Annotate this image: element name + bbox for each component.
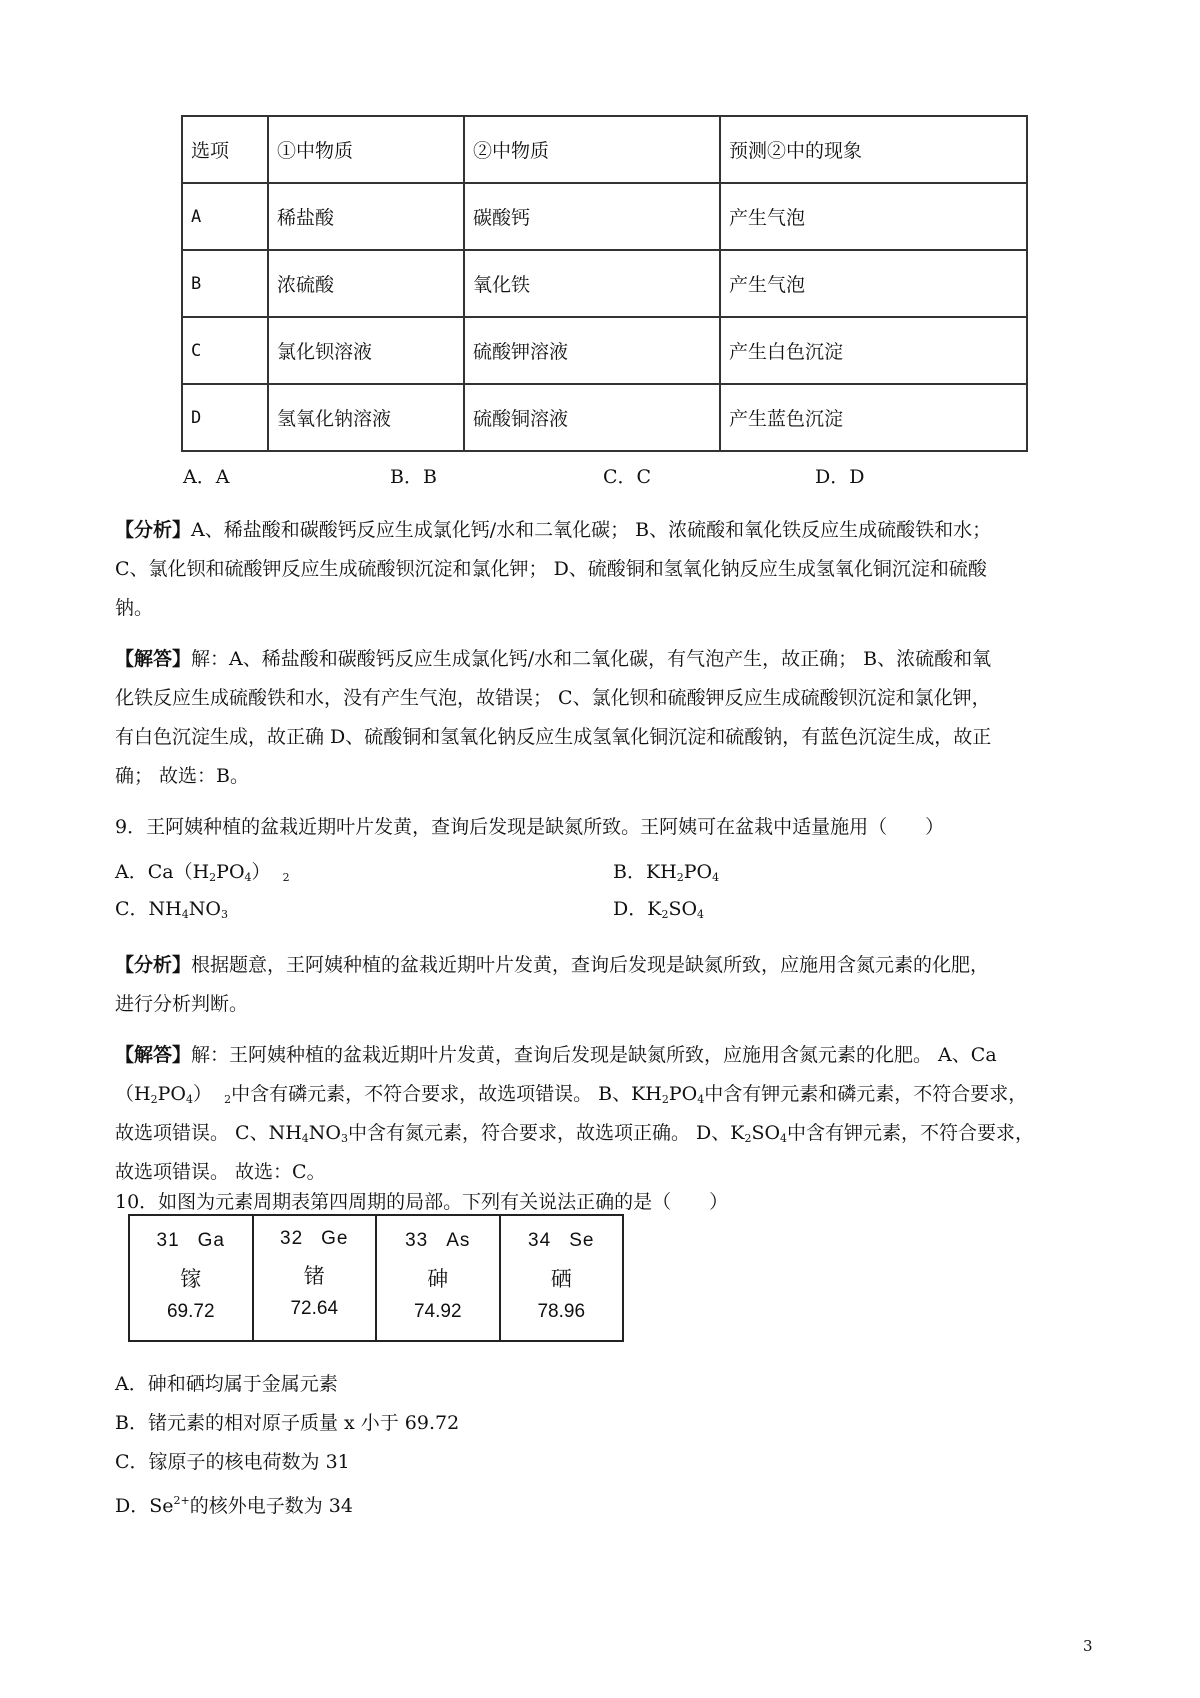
q10-stem: 10．如图为元素周期表第四周期的局部。下列有关说法正确的是（ ） (115, 1191, 729, 1213)
page-number: 3 (1083, 1637, 1093, 1655)
q9-answer-line: 【解答】解：王阿姨种植的盆栽近期叶片发黄，查询后发现是缺氮所致，应施用含氮元素的化肥。 A、Ca (115, 1044, 997, 1066)
table-cell: 产生气泡 (720, 183, 1027, 250)
reaction-table (181, 115, 1028, 452)
table-cell: 产生气泡 (720, 250, 1027, 317)
table-header: 预测②中的现象 (720, 116, 1027, 183)
atomic-mass: 72.64 (290, 1298, 339, 1319)
q9-option-c[interactable]: C．$NH_4NO_3$ (115, 898, 228, 921)
q9-answer-line: 故选项错误。 C、$NH_4NO_3$中含有氮元素，符合要求，故选项正确。 D、$K_2SO_4$中含有钾元素，不符合要求， (115, 1122, 1035, 1145)
atomic-mass: 74.92 (413, 1301, 462, 1322)
q9-option-d[interactable]: D．$K_2SO_4$ (613, 898, 705, 921)
table-cell: 浓硫酸 (268, 250, 464, 317)
table-cell: A (182, 183, 268, 250)
element-symbol: Ge (321, 1228, 349, 1249)
atomic-number: 32 (280, 1228, 304, 1249)
q8-option-a[interactable]: A．A (183, 466, 230, 488)
q8-answer-line: 化铁反应生成硫酸铁和水，没有产生气泡，故错误； C、氯化钡和硫酸钾反应生成硫酸钡沉淀和氯化钾， (115, 687, 991, 709)
table-row (182, 250, 1027, 317)
atomic-number: 33 (405, 1230, 429, 1251)
table-cell: 稀盐酸 (268, 183, 464, 250)
table-cell: D (182, 384, 268, 451)
table-cell: C (182, 317, 268, 384)
q8-analysis-line: 【分析】A、稀盐酸和碳酸钙反应生成氯化钙/水和二氧化碳； B、浓硫酸和氧化铁反应生成硫酸铁和水； (115, 519, 992, 541)
table-cell: 产生白色沉淀 (720, 317, 1027, 384)
table-header: ①中物质 (268, 116, 464, 183)
q8-option-d[interactable]: D．D (815, 466, 865, 488)
q8-answer-line: 【解答】解：A、稀盐酸和碳酸钙反应生成氯化钙/水和二氧化碳，有气泡产生，故正确； B、浓硫酸和氧 (115, 648, 992, 670)
table-cell: 氧化铁 (464, 250, 720, 317)
q9-answer-line: 故选项错误。 故选：C。 (115, 1161, 326, 1183)
element-name: 硒 (550, 1267, 572, 1291)
q9-option-a[interactable]: A．$Ca(H_2PO_4)$ $_2$ (115, 861, 290, 884)
table-cell: 氯化钡溶液 (268, 317, 464, 384)
table-header: ②中物质 (464, 116, 720, 183)
element-cell-ga (130, 1216, 254, 1340)
table-row (182, 317, 1027, 384)
analysis-tag: 【分析】 (115, 954, 192, 976)
element-name: 砷 (427, 1267, 449, 1291)
element-symbol: Ga (197, 1230, 225, 1251)
table-cell: 氢氧化钠溶液 (268, 384, 464, 451)
element-name: 锗 (303, 1264, 325, 1288)
q8-option-c[interactable]: C．C (603, 466, 652, 488)
q9-option-b[interactable]: B．$KH_2PO_4$ (613, 861, 720, 884)
element-symbol: Se (569, 1230, 595, 1251)
table-header-row (182, 116, 1027, 183)
q8-analysis-line: C、氯化钡和硫酸钾反应生成硫酸钡沉淀和氯化钾； D、硫酸铜和氢氧化钠反应生成氢氧化铜沉淀和硫酸 (115, 558, 987, 580)
q10-option-a[interactable]: A．砷和硒均属于金属元素 (115, 1373, 338, 1395)
answer-tag: 【解答】 (115, 648, 192, 670)
q8-option-b[interactable]: B．B (390, 466, 437, 488)
q10-option-b[interactable]: B．锗元素的相对原子质量 x 小于 69.72 (115, 1412, 460, 1434)
atomic-number: 34 (528, 1230, 552, 1251)
table-row (182, 384, 1027, 451)
element-cell-se (501, 1216, 623, 1340)
table-header: 选项 (182, 116, 268, 183)
element-symbol: As (446, 1230, 471, 1251)
table-cell: 碳酸钙 (464, 183, 720, 250)
atomic-number: 31 (156, 1230, 180, 1251)
answer-tag: 【解答】 (115, 1044, 192, 1066)
element-cell-as (377, 1216, 501, 1340)
table-cell: 硫酸钾溶液 (464, 317, 720, 384)
periodic-table-excerpt (128, 1214, 624, 1342)
atomic-mass: 78.96 (537, 1301, 586, 1322)
q10-option-c[interactable]: C．镓原子的核电荷数为 31 (115, 1451, 350, 1473)
element-cell-ge (254, 1216, 378, 1340)
q9-analysis-line: 进行分析判断。 (115, 993, 249, 1015)
analysis-tag: 【分析】 (115, 519, 192, 541)
table-cell: 硫酸铜溶液 (464, 384, 720, 451)
atomic-mass: 69.72 (166, 1301, 215, 1322)
table-row (182, 183, 1027, 250)
q10-option-d[interactable]: D．$Se^{2+}$的核外电子数为 34 (115, 1494, 353, 1517)
q8-analysis-line: 钠。 (115, 597, 154, 619)
q9-analysis-line: 【分析】根据题意，王阿姨种植的盆栽近期叶片发黄，查询后发现是缺氮所致，应施用含氮元素的化肥， (115, 954, 990, 976)
q9-stem: 9．王阿姨种植的盆栽近期叶片发黄，查询后发现是缺氮所致。王阿姨可在盆栽中适量施用（ ） (115, 816, 945, 838)
table-cell: B (182, 250, 268, 317)
q9-answer-line: $(H_2PO_4)$ $_2$中含有磷元素，不符合要求，故选项错误。 B、$KH_2PO_4$中含有钾元素和磷元素，不符合要求， (115, 1083, 1028, 1106)
q8-answer-line: 确； 故选：B。 (115, 765, 250, 787)
element-name: 镓 (180, 1267, 202, 1291)
table-cell: 产生蓝色沉淀 (720, 384, 1027, 451)
q8-answer-line: 有白色沉淀生成，故正确 D、硫酸铜和氢氧化钠反应生成氢氧化铜沉淀和硫酸钠，有蓝色沉淀生成，故正 (115, 726, 992, 748)
